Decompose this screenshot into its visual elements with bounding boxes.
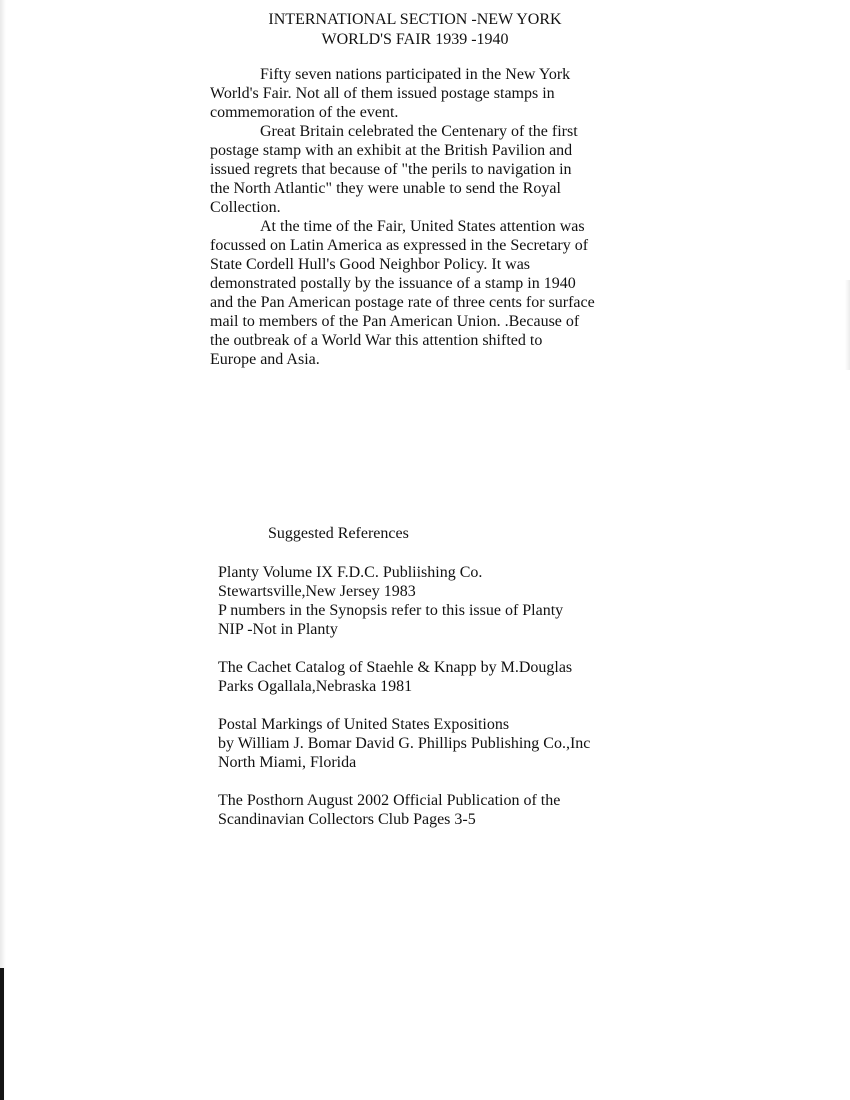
body-line: the outbreak of a World War this attention shifted to — [210, 332, 543, 349]
scan-edge-shadow-right — [845, 280, 850, 370]
body-line: State Cordell Hull's Good Neighbor Policy. It was — [210, 256, 531, 273]
body-line: At the time of the Fair, United States attention was — [260, 218, 585, 235]
body-line: Great Britain celebrated the Centenary of the first — [260, 123, 578, 140]
body-line: Europe and Asia. — [210, 351, 320, 368]
reference-line: The Cachet Catalog of Staehle & Knapp by M.Douglas — [218, 659, 573, 676]
title-line-1: INTERNATIONAL SECTION -NEW YORK — [268, 11, 562, 28]
references-heading: Suggested References — [268, 525, 409, 542]
reference-line: by William J. Bomar David G. Phillips Publishing Co.,Inc — [218, 735, 591, 752]
body-line: issued regrets that because of "the perils to navigation in — [210, 161, 572, 178]
reference-line: Postal Markings of United States Expositions — [218, 716, 510, 733]
intro-text — [210, 65, 630, 369]
reference-line: The Posthorn August 2002 Official Publication of the — [218, 792, 561, 809]
scan-edge-shadow-left — [0, 0, 6, 1100]
body-line: and the Pan American postage rate of three cents for surface — [210, 294, 595, 311]
body-line: commemoration of the event. — [210, 104, 399, 121]
body-line: the North Atlantic" they were unable to send the Royal — [210, 180, 561, 197]
body-line: focussed on Latin America as expressed in the Secretary of — [210, 237, 589, 254]
reference-line: Stewartsville,New Jersey 1983 — [218, 583, 416, 600]
body-line: mail to members of the Pan American Union. .Because of — [210, 313, 580, 330]
scan-edge-mark — [0, 968, 4, 1100]
references-list — [218, 563, 638, 848]
reference-line: Scandinavian Collectors Club Pages 3-5 — [218, 811, 476, 828]
reference-line: North Miami, Florida — [218, 754, 357, 771]
reference-item — [218, 563, 638, 639]
title-line-2: WORLD'S FAIR 1939 -1940 — [321, 31, 509, 48]
page-title — [200, 10, 630, 50]
reference-line: P numbers in the Synopsis refer to this issue of Planty — [218, 602, 564, 619]
reference-item — [218, 658, 638, 696]
reference-line: Parks Ogallala,Nebraska 1981 — [218, 678, 413, 695]
body-line: demonstrated postally by the issuance of a stamp in 1940 — [210, 275, 576, 292]
reference-line: Planty Volume IX F.D.C. Publiishing Co. — [218, 564, 483, 581]
body-line: Collection. — [210, 199, 281, 216]
body-line: World's Fair. Not all of them issued postage stamps in — [210, 85, 555, 102]
body-line: Fifty seven nations participated in the New York — [260, 66, 571, 83]
reference-item — [218, 791, 638, 829]
reference-item — [218, 715, 638, 772]
reference-line: NIP -Not in Planty — [218, 621, 338, 638]
body-line: postage stamp with an exhibit at the British Pavilion and — [210, 142, 573, 159]
